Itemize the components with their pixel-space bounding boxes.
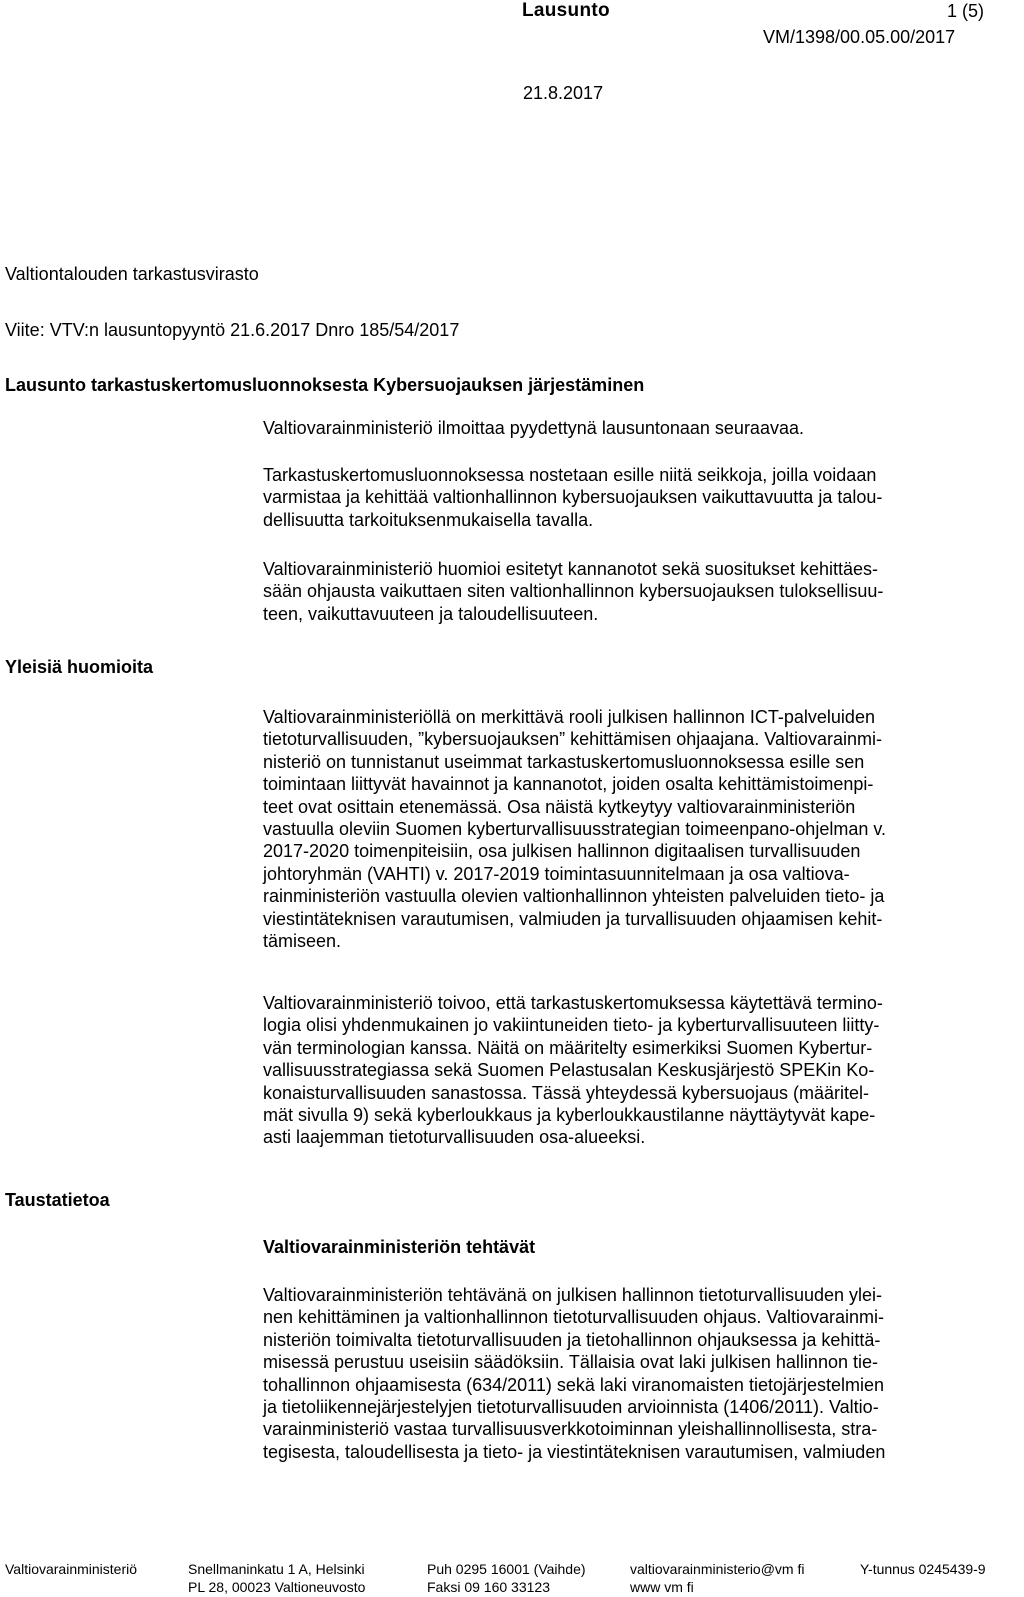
- text-line: teet ovat osittain etenemässä. Osa näistä kytkeytyy valtiovarainministeriön: [263, 796, 856, 817]
- text-line: Valtiovarainministeriö huomioi esitetyt kannanotot sekä suositukset kehittäes-: [263, 559, 878, 579]
- text-line: logia olisi yhdenmukainen jo vakiintuneiden tieto- ja kyberturvallisuuteen liitty-: [263, 1015, 880, 1036]
- text-line: dellisuutta tarkoituksenmukaisella tavalla.: [263, 509, 594, 530]
- text-line: vastuulla oleviin Suomen kyberturvallisuusstrategian toimeenpano-ohjelman v.: [263, 819, 887, 840]
- intro-paragraph-1: [263, 417, 1003, 439]
- reference-line: Viite: VTV:n lausuntopyyntö 21.6.2017 Dnro 185/54/2017: [5, 320, 460, 340]
- text-line: sään ohjausta vaikuttaen siten valtionhallinnon kybersuojauksen tuloksellisuu-: [263, 581, 884, 602]
- text-line: nisteriön toimivalta tietoturvallisuuden ja tietohallinnon ohjauksessa ja kehittä-: [263, 1329, 881, 1350]
- text-line: Valtiovarainministeriö toivoo, että tarkastuskertomuksessa käytettävä termino-: [263, 993, 883, 1013]
- text-line: Tarkastuskertomusluonnoksessa nostetaan esille niitä seikkoja, joilla voidaan: [263, 465, 877, 485]
- footer-business-id: [860, 1560, 986, 1578]
- section-heading-general: Yleisiä huomioita: [5, 657, 154, 677]
- document-date: 21.8.2017: [523, 83, 604, 103]
- text-line: asti laajemman tietoturvallisuuden osa-alueeksi.: [263, 1127, 646, 1148]
- text-line: teen, vaikuttavuuteen ja taloudellisuuteen.: [263, 603, 599, 624]
- subheading-ministry-tasks: Valtiovarainministeriön tehtävät: [263, 1237, 536, 1257]
- text-line: nen kehittäminen ja valtionhallinnon tietoturvallisuuden ohjaus. Valtiovarainmi-: [263, 1307, 885, 1328]
- footer-y-tunnus: Y-tunnus 0245439-9: [860, 1561, 986, 1577]
- text-line: toimintaan liittyvät havainnot ja kannanotot, joiden osalta kehittämistoimenpi-: [263, 774, 874, 795]
- footer-contact-numbers: [427, 1560, 586, 1596]
- page-number: 1 (5): [947, 1, 985, 21]
- intro-paragraph-3: [263, 558, 1003, 625]
- subject-heading: Lausunto tarkastuskertomusluonnoksesta Kybersuojauksen järjestäminen: [5, 375, 645, 395]
- text-line: tohallinnon ohjaamisesta (634/2011) sekä laki viranomaisten tietojärjestelmien: [263, 1374, 885, 1395]
- text-line: konaisturvallisuuden sanastossa. Tässä yhteydessä kybersuojaus (määritel-: [263, 1082, 869, 1103]
- footer-phone: Puh 0295 16001 (Vaihde): [427, 1561, 586, 1577]
- footer-website-link[interactable]: www vm fi: [630, 1579, 694, 1595]
- text-line: Valtiovarainministeriöllä on merkittävä rooli julkisen hallinnon ICT-palveluiden: [263, 707, 875, 727]
- reference-number: VM/1398/00.05.00/2017: [763, 27, 956, 47]
- section-heading-background: Taustatietoa: [5, 1190, 110, 1210]
- footer-street-address: Snellmaninkatu 1 A, Helsinki: [188, 1561, 365, 1577]
- text-line: Valtiovarainministeriö ilmoittaa pyydettynä lausuntonaan seuraavaa.: [263, 418, 804, 438]
- text-line: mät sivulla 9) sekä kyberloukkaus ja kyberloukkaustilanne näyttäytyvät kape-: [263, 1105, 876, 1126]
- general-paragraph-2: [263, 992, 1003, 1149]
- footer-address: [188, 1560, 365, 1596]
- text-line: rainministeriön vastuulla olevien valtionhallinnon yhteisten palveluiden tieto- ja: [263, 886, 885, 907]
- text-line: ja tietoliikennejärjestelyjen tietoturvallisuuden arvioinnista (1406/2011). Valtio-: [263, 1397, 879, 1418]
- footer-online: [630, 1560, 804, 1596]
- footer-email-link[interactable]: valtiovarainministerio@vm fi: [630, 1561, 805, 1577]
- intro-paragraph-2: [263, 464, 1003, 531]
- footer-postal-address: PL 28, 00023 Valtioneuvosto: [188, 1579, 366, 1595]
- text-line: misessä perustuu useisiin säädöksiin. Tällaisia ovat laki julkisen hallinnon tie-: [263, 1352, 878, 1373]
- general-paragraph-1: [263, 706, 1003, 952]
- text-line: varainministeriö vastaa turvallisuusverkkotoiminnan yleishallinnollisesta, stra-: [263, 1419, 878, 1440]
- text-line: johtoryhmän (VAHTI) v. 2017-2019 toimintasuunnitelmaan ja osa valtiova-: [263, 863, 850, 884]
- background-paragraph-1: [263, 1284, 1003, 1463]
- text-line: tietoturvallisuuden, ”kybersuojauksen” kehittämisen ohjaajana. Valtiovarainmi-: [263, 729, 882, 750]
- footer-fax: Faksi 09 160 33123: [427, 1579, 550, 1595]
- text-line: tämiseen.: [263, 931, 342, 952]
- text-line: tegisesta, taloudellisesta ja tieto- ja viestintäteknisen varautumisen, valmiuden: [263, 1441, 886, 1462]
- text-line: vän terminologian kanssa. Näitä on määritelty esimerkiksi Suomen Kybertur-: [263, 1037, 873, 1058]
- recipient: Valtiontalouden tarkastusvirasto: [5, 264, 259, 284]
- text-line: nisteriö on tunnistanut useimmat tarkastuskertomusluonnoksessa esille sen: [263, 751, 865, 772]
- text-line: vallisuusstrategiassa sekä Suomen Pelastusalan Keskusjärjestö SPEKin Ko-: [263, 1060, 875, 1081]
- text-line: viestintäteknisen varautumisen, valmiuden ja turvallisuuden ohjaamisen kehit-: [263, 908, 883, 929]
- text-line: varmistaa ja kehittää valtionhallinnon kybersuojauksen vaikuttavuutta ja talou-: [263, 487, 883, 508]
- text-line: 2017-2020 toimenpiteisiin, osa julkisen hallinnon digitaalisen turvallisuuden: [263, 841, 861, 862]
- footer-org-name: Valtiovarainministeriö: [5, 1561, 138, 1577]
- document-type: Lausunto: [522, 0, 610, 21]
- text-line: Valtiovarainministeriön tehtävänä on julkisen hallinnon tietoturvallisuuden ylei-: [263, 1285, 883, 1305]
- footer-organization: [5, 1560, 137, 1578]
